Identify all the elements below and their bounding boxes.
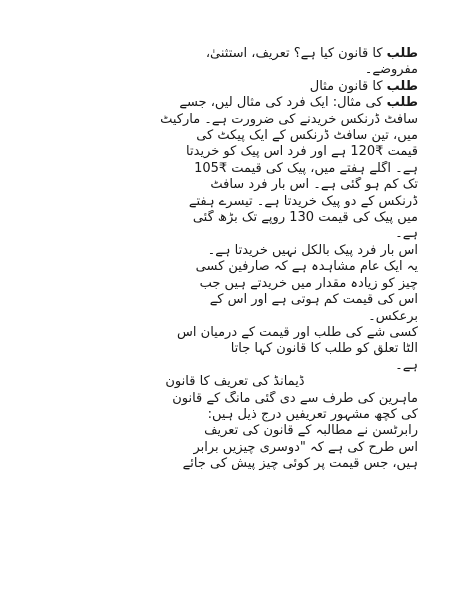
text-line-19: الٹا تعلق کو طلب کا قانون کہا جاتا [230,341,418,357]
text-line-4: طلب کی مثال: ایک فرد کی مثال لیں، جسے [179,95,418,111]
text-line-12: ہے۔ [395,226,418,242]
text-line-5: سافٹ ڈرنکس خریدنے کی ضرورت ہے۔ مارکیٹ [160,111,418,127]
text-line-9: تک کم ہو گئی ہے۔ اس بار فرد سافٹ [210,177,418,193]
text-line-26: ہیں، جس قیمت پر کوئی چیز پیش کی جائے [182,456,418,472]
text-line-6: میں، تین سافٹ ڈرنکس کے ایک پیکٹ کی [196,128,418,144]
text-line-10: ڈرنکس کے دو پیک خریدتا ہے۔ تیسرے ہفتے [188,193,418,209]
text-line-7: قیمت ₹120 ہے اور فرد اس پیک کو خریدتا [186,144,418,160]
text-line-2: مفروضے۔ [364,62,418,78]
text-line-16: اس کی قیمت کم ہوتی ہے اور اس کے [209,292,418,308]
text-line-8: ہے۔ اگلے ہفتے میں، پیک کی قیمت ₹105 [194,160,418,176]
text-line-15: چیز کو زیادہ مقدار میں خریدتے ہیں جب [199,275,418,291]
text-line-17: برعکس۔ [368,308,418,324]
text-line-14: یہ ایک عام مشاہدہ ہے کہ صارفین کسی [195,259,418,275]
text-line-11: میں پیک کی قیمت 130 روپے تک بڑھ گئی [192,210,418,226]
text-line-1: طلب کا قانون کیا ہے؟ تعریف، استثنیٰ، [205,46,418,61]
text-line-24: رابرٹسن نے مطالبہ کے قانون کی تعریف [204,423,418,439]
bold-term: طلب [386,46,418,61]
text-line-3: طلب کا قانون مثال [309,78,418,94]
bold-term: طلب [386,78,418,94]
text-line-20: ہے۔ [395,357,418,373]
text-line-13: اس بار فرد پیک بالکل نہیں خریدتا ہے۔ [207,242,418,258]
text-line-23: کی کچھ مشہور تعریفیں درج ذیل ہیں: [207,406,418,422]
text-line-22: ماہرین کی طرف سے دی گئی مانگ کے قانون [172,390,418,406]
text-line-18: کسی شے کی طلب اور قیمت کے درمیان اس [177,324,418,340]
bold-term: طلب [386,95,418,111]
section-heading: ڈیمانڈ کی تعریف کا قانون [165,374,305,390]
text-line-25: اس طرح کی ہے کہ "دوسری چیزیں برابر [193,439,418,455]
